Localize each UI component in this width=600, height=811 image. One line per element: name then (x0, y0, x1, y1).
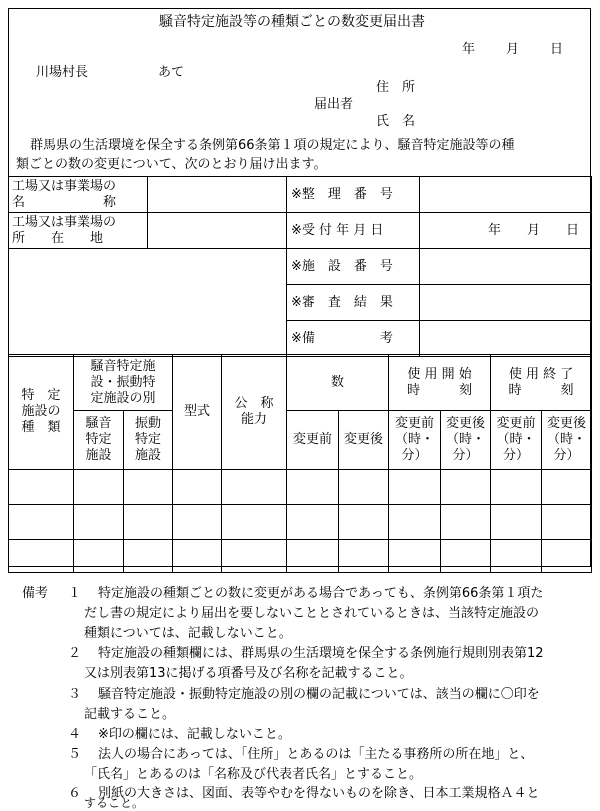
entry-cell[interactable] (173, 470, 222, 505)
addressee-suffix: あて (158, 65, 185, 80)
vibration-sub-header: 振動 特定 施設 (124, 411, 173, 470)
notes-label: 備考 (22, 586, 49, 601)
note-text: 騒音特定施設・振動特定施設の別の欄の記載については、該当の欄に〇印を (98, 687, 540, 702)
reference-no-field[interactable] (420, 177, 592, 213)
remarks-field[interactable] (420, 321, 592, 357)
entry-cell[interactable] (491, 505, 542, 540)
date-month: 月 (506, 42, 520, 57)
note-num: ６ (68, 786, 82, 801)
entry-cell[interactable] (173, 505, 222, 540)
entry-cell[interactable] (441, 470, 491, 505)
facility-no-label: ※施 設 番 号 (287, 249, 420, 285)
blank-area (9, 249, 287, 357)
facility-type-header: 特 定 施設の 種 類 (9, 355, 74, 470)
form-title: 騒音特定施設等の種類ごとの数変更届出書 (159, 14, 425, 30)
intro-line-2: 類ごとの数の変更について、次のとおり届け出ます。 (16, 157, 327, 172)
start-time-header: 使 用 開 始 時 刻 (389, 355, 491, 411)
note-text: 特定施設の種類ごとの数に変更がある場合であっても、条例第66条第１項た (98, 586, 544, 601)
reference-no-label: ※整 理 番 号 (287, 177, 420, 213)
entry-cell[interactable] (491, 540, 542, 573)
received-date-label: ※受 付 年 月 日 (287, 213, 420, 249)
entry-cell[interactable] (124, 540, 173, 573)
note-text: ※印の欄には、記載しないこと。 (98, 727, 291, 742)
entry-cell[interactable] (441, 505, 491, 540)
entry-cell[interactable] (389, 540, 441, 573)
entry-cell[interactable] (222, 505, 287, 540)
start-after-header: 変更後 （時・ 分） (441, 411, 491, 470)
entry-cell[interactable] (173, 540, 222, 573)
factory-location-label: 工場又は事業場の 所 在 地 (9, 213, 148, 249)
note-num: ２ (68, 646, 82, 661)
facility-no-field[interactable] (420, 249, 592, 285)
end-after-header: 変更後 （時・ 分） (542, 411, 592, 470)
noise-sub-header: 騒音 特定 施設 (74, 411, 124, 470)
entry-cell[interactable] (339, 505, 389, 540)
entry-cell[interactable] (9, 505, 74, 540)
date-day: 日 (550, 42, 564, 57)
model-header: 型式 (173, 355, 222, 470)
entry-cell[interactable] (74, 540, 124, 573)
table-row (9, 540, 592, 573)
entry-cell[interactable] (491, 470, 542, 505)
applicant-label: 届出者 (314, 97, 354, 112)
count-after-header: 変更後 (339, 411, 389, 470)
entry-cell[interactable] (222, 540, 287, 573)
note-text: だし書の規定により届出を要しないこととされているときは、当該特定施設の (84, 606, 540, 621)
entry-cell[interactable] (339, 470, 389, 505)
note-text: 法人の場合にあっては、「住所」とあるのは「主たる事務所の所在地」と、 (98, 747, 534, 762)
intro-line-1: 群馬県の生活環境を保全する条例第66条第１項の規定により、騒音特定施設等の種 (30, 138, 515, 153)
remarks-label: ※備 考 (287, 321, 420, 357)
entry-cell[interactable] (542, 505, 592, 540)
date-year: 年 (462, 42, 476, 57)
end-before-header: 変更前 （時・ 分） (491, 411, 542, 470)
count-header: 数 (287, 355, 389, 411)
addressee-name: 川場村長 (36, 65, 89, 80)
entry-cell[interactable] (287, 505, 339, 540)
capacity-header: 公 称 能力 (222, 355, 287, 470)
note-text: 特定施設の種類欄には、群馬県の生活環境を保全する条例施行規則別表第12 (98, 646, 544, 661)
applicant-address-label: 住 所 (376, 80, 416, 95)
entry-cell[interactable] (124, 505, 173, 540)
note-text: すること。 (84, 796, 145, 810)
received-date-field[interactable]: 年 月 日 (420, 213, 592, 249)
note-num: １ (68, 586, 82, 601)
entry-cell[interactable] (287, 470, 339, 505)
entry-cell[interactable] (339, 540, 389, 573)
review-result-label: ※審 査 結 果 (287, 285, 420, 321)
note-text: 種類については、記載しないこと。 (84, 626, 292, 641)
note-num: ３ (68, 687, 82, 702)
entry-cell[interactable] (542, 540, 592, 573)
entry-cell[interactable] (74, 470, 124, 505)
applicant-name-label: 氏 名 (376, 114, 416, 129)
entry-cell[interactable] (74, 505, 124, 540)
note-text: 記載すること。 (84, 707, 176, 722)
entry-cell[interactable] (389, 470, 441, 505)
factory-location-field[interactable] (148, 213, 287, 249)
entry-cell[interactable] (441, 540, 491, 573)
count-before-header: 変更前 (287, 411, 339, 470)
factory-name-label: 工場又は事業場の 名 称 (9, 177, 148, 213)
note-text: 又は別表第13に掲げる項番号及び名称を記載すること。 (84, 666, 413, 681)
entry-cell[interactable] (542, 470, 592, 505)
upper-table (8, 176, 592, 357)
factory-name-field[interactable] (148, 177, 287, 213)
lower-table (8, 354, 592, 573)
note-num: ４ (68, 727, 82, 742)
noise-vibration-header: 騒音特定施 設・振動特 定施設の別 (74, 355, 173, 411)
entry-cell[interactable] (287, 540, 339, 573)
table-row (9, 505, 592, 540)
note-text: 「氏名」とあるのは「名称及び代表者氏名」とすること。 (84, 767, 423, 782)
end-time-header: 使 用 終 了 時 刻 (491, 355, 592, 411)
entry-cell[interactable] (9, 540, 74, 573)
table-row (9, 470, 592, 505)
note-text: 別紙の大きさは、図面、表等やむを得ないものを除き、日本工業規格Ａ４と (98, 786, 540, 801)
entry-cell[interactable] (124, 470, 173, 505)
entry-cell[interactable] (389, 505, 441, 540)
entry-cell[interactable] (222, 470, 287, 505)
note-num: ５ (68, 747, 82, 762)
start-before-header: 変更前 （時・ 分） (389, 411, 441, 470)
entry-cell[interactable] (9, 470, 74, 505)
review-result-field[interactable] (420, 285, 592, 321)
